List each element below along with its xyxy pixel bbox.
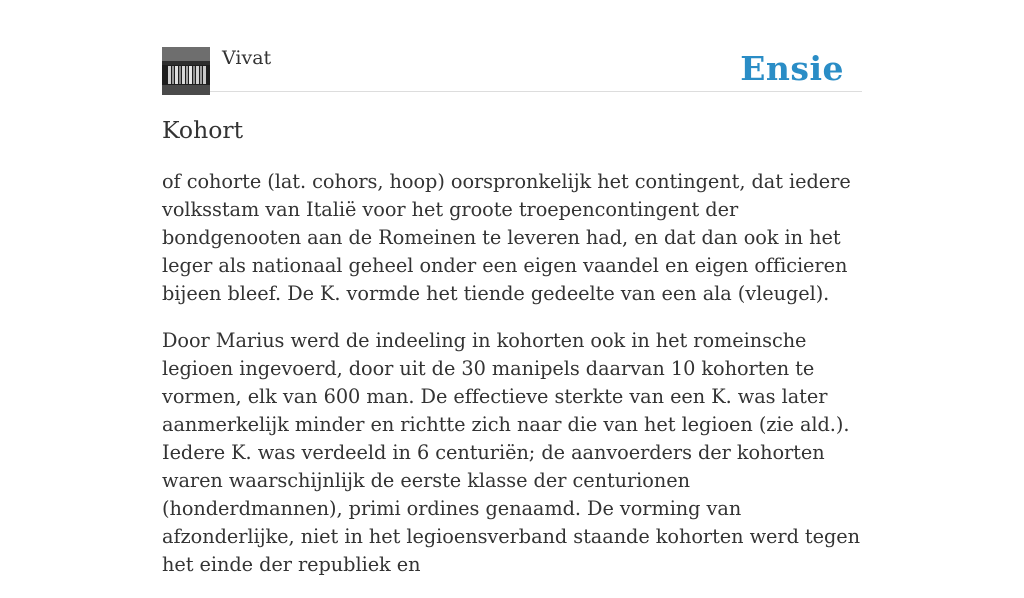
paragraph-1: of cohorte (lat. cohors, hoop) oorspronkelijk het contingent, dat iedere volksstam van Italië voor het groote troepencontingent der bondgenooten aan de Romeinen te leveren had, en dat dan ook in het leger als nationaal geheel onder een eigen vaandel en eigen officieren bijeen bleef. De K. vormde het tiende gedeelte van een ala (vleugel). <box>162 170 851 305</box>
article-body <box>162 168 872 598</box>
ensie-logo[interactable]: Ensie <box>740 49 844 88</box>
site-name-link[interactable]: Vivat <box>222 47 272 69</box>
header <box>162 46 862 92</box>
books-avatar-icon[interactable] <box>162 47 210 95</box>
page-title: Kohort <box>162 116 244 144</box>
paragraph-2: Door Marius werd de indeeling in kohorten ook in het romeinsche legioen ingevoerd, door uit de 30 manipels daarvan 10 kohorten te vormen, elk van 600 man. De effectieve sterkte van een K. was later aanmerkelijk minder en richtte zich naar die van het legioen (zie ald.). Iedere K. was verdeeld in 6 centuriën; de aanvoerders der kohorten waren waarschijnlijk de eerste klasse der centurionen (honderdmannen), primi ordines genaamd. De vorming van afzonderlijke, niet in het legioensverband staande kohorten werd tegen het einde der republiek en <box>162 329 861 576</box>
